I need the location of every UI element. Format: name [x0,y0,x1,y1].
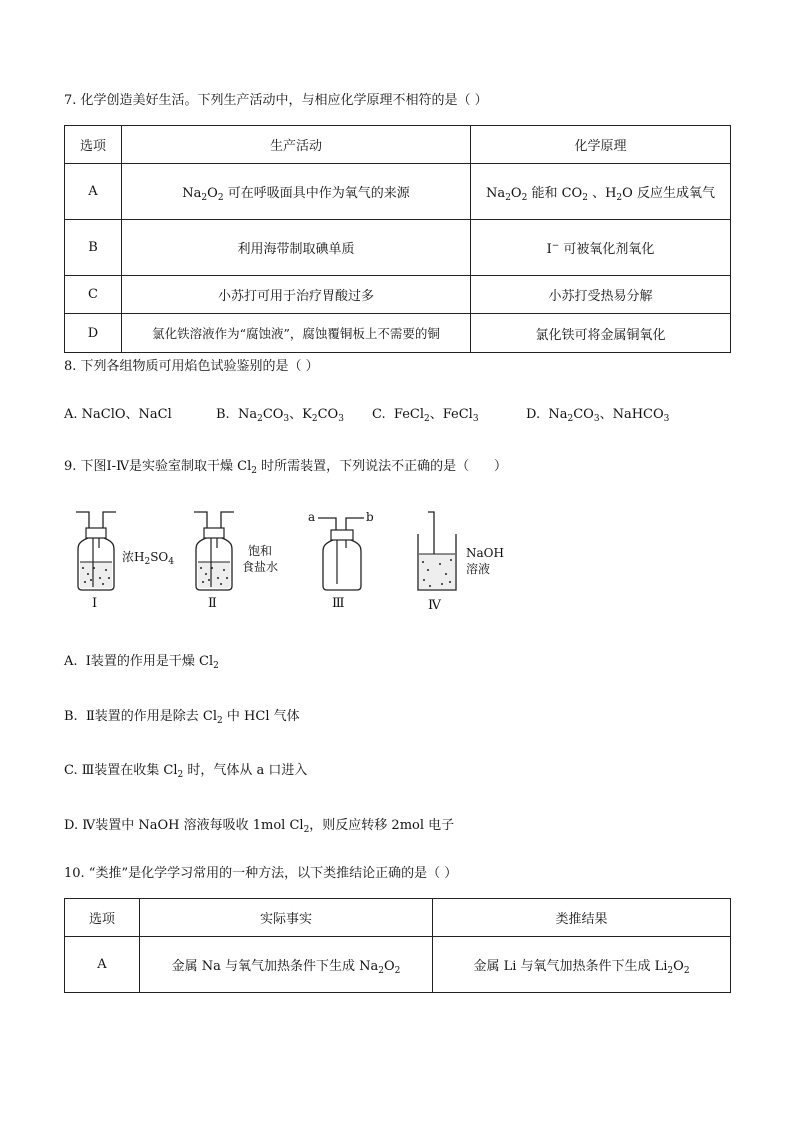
q7-header-principle: 化学原理 [471,126,731,164]
q8-option-b: B. $Na_2CO_3$、$K_2CO_3$ [216,407,344,424]
label-port-a: a [308,510,316,524]
label-port-b: b [366,510,374,524]
table-row [65,164,731,220]
gas-collecting-bottle-iii-icon [316,508,368,592]
table-row [65,220,731,276]
q10-row-a-fact: 金属 Na 与氧气加热条件下生成 $Na_2O_2$ [140,937,433,993]
q7-row-d-activity: 氯化铁溶液作为“腐蚀液”，腐蚀覆铜板上不需要的铜 [122,314,471,353]
table-row [65,937,731,993]
q10-row-a-option: A [65,937,140,993]
numeral-iii: Ⅲ [332,596,345,611]
q7-row-c-activity: 小苏打可用于治疗胃酸过多 [122,276,471,314]
label-solution: 溶液 [466,562,491,576]
q8-option-d: D. $Na_2CO_3$、NaHCO$_3$ [526,407,670,424]
q9-stem: 9. 下图Ⅰ-Ⅳ是实验室制取干燥 $Cl_2$ 时所需装置，下列说法不正确的是（ ） [64,459,507,476]
wash-bottle-ii-icon [190,508,238,592]
label-conc-h2so4: 浓$H_2SO_4$ [122,550,174,567]
q7-header-row [65,126,731,164]
apparatus-figure [72,508,532,618]
q10-table [64,898,731,993]
q10-header-result: 类推结果 [433,899,731,937]
numeral-i: Ⅰ [92,596,98,611]
numeral-iv: Ⅳ [428,598,441,613]
q10-stem: 10. “类推”是化学学习常用的一种方法，以下类推结论正确的是（ ） [64,866,458,881]
table-row [65,314,731,353]
q7-row-a-principle: $Na_2O_2$ 能和 $CO_2$ 、$H_2O$ 反应生成氧气 [471,164,731,220]
q7-table [64,125,731,353]
label-naoh: NaOH [466,546,504,560]
q7-row-d-option: D [65,314,122,353]
q9-option-c: C. Ⅲ装置在收集 $Cl_2$ 时，气体从 a 口进入 [64,763,308,780]
q7-row-b-principle: I− 可被氧化剂氧化 [471,220,731,276]
q7-row-c-option: C [65,276,122,314]
beaker-iv-icon [414,508,464,594]
q7-header-option: 选项 [65,126,122,164]
q7-row-a-activity: $Na_2O_2$ 可在呼吸面具中作为氧气的来源 [122,164,471,220]
q7-row-a-option: A [65,164,122,220]
wash-bottle-i-icon [72,508,120,592]
numeral-ii: Ⅱ [208,596,217,611]
q10-header-row [65,899,731,937]
q10-header-fact: 实际事实 [140,899,433,937]
q10-row-a-result: 金属 Li 与氧气加热条件下生成 $Li_2O_2$ [433,937,731,993]
q7-row-d-principle: 氯化铁可将金属铜氧化 [471,314,731,353]
table-row [65,276,731,314]
q7-row-b-option: B [65,220,122,276]
q7-row-c-principle: 小苏打受热易分解 [471,276,731,314]
q7-header-activity: 生产活动 [122,126,471,164]
q7-stem: 7. 化学创造美好生活。下列生产活动中，与相应化学原理不相符的是（ ） [64,93,488,108]
label-brine: 食盐水 [242,560,279,574]
q9-option-d: D. Ⅳ装置中 NaOH 溶液每吸收 1mol $Cl_2$，则反应转移 2mol 电子 [64,818,455,835]
q9-option-b: B. Ⅱ装置的作用是除去 $Cl_2$ 中 HCl 气体 [64,709,300,726]
q8-stem: 8. 下列各组物质可用焰色试验鉴别的是（ ） [64,359,319,374]
q9-option-a: A. Ⅰ装置的作用是干燥 $Cl_2$ [64,654,219,671]
label-saturated: 饱和 [248,544,273,558]
q10-header-option: 选项 [65,899,140,937]
q8-option-c: C. FeCl$_2$、FeCl$_3$ [372,407,479,424]
q7-row-b-activity: 利用海带制取碘单质 [122,220,471,276]
q8-option-a: A. NaClO、NaCl [64,407,172,422]
